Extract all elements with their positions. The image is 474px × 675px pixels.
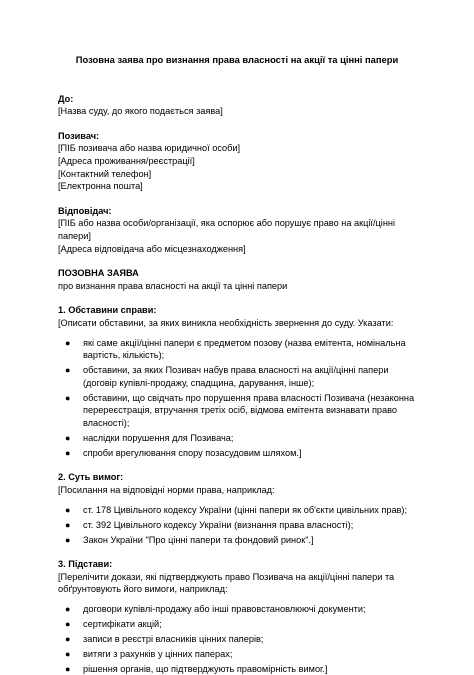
list-item-text: ст. 392 Цивільного кодексу України (визнання права власності);: [83, 519, 354, 530]
list-item-text: ст. 178 Цивільного кодексу України (цінні папери як об'єкти цивільних прав);: [83, 504, 408, 515]
claim-subheading: про визнання права власності на акції та цінні папери: [58, 280, 288, 291]
section-title: 2. Суть вимог:: [58, 472, 124, 483]
defendant-label: Відповідач:: [58, 205, 112, 216]
bullet-list: [58, 504, 416, 547]
list-item: [58, 534, 416, 547]
section-title: 3. Підстави:: [58, 559, 113, 570]
section-intro: [Перелічити докази, які підтверджують право Позивача на акції/цінні папери та обґрунтовують його вимоги, наприклад:: [58, 571, 395, 595]
defendant-name: [ПІБ або назва особи/організації, яка оспорює або порушує право на акції/цінні папери]: [58, 218, 396, 241]
bullet-icon: ●: [65, 432, 71, 443]
plaintiff-email: [Електронна пошта]: [58, 181, 143, 192]
court-name: [Назва суду, до якого подається заява]: [58, 106, 223, 117]
section-intro: [Посилання на відповідні норми права, наприклад:: [58, 485, 275, 495]
bullet-icon: ●: [65, 392, 71, 403]
bullet-icon: ●: [65, 447, 71, 458]
list-item-text: договори купівлі-продажу або інші правовстановлюючі документи;: [83, 603, 366, 614]
bullet-icon: ●: [65, 365, 71, 376]
document-title: Позовна заява про визнання права власності на акції та цінні папери: [75, 54, 399, 65]
list-item-text: витяги з рахунків у цінних паперах;: [83, 648, 233, 659]
list-item-text: обставини, за яких Позивач набув права власності на акції/цінні папери (договір купівлі-продажу, спадщина, дарування, інше);: [83, 365, 389, 388]
list-item: [58, 633, 416, 646]
list-item-text: рішення органів, що підтверджують правомірність вимог.]: [83, 663, 328, 674]
bullet-icon: ●: [65, 633, 71, 644]
list-item: [58, 618, 416, 631]
bullet-icon: ●: [65, 504, 71, 515]
bullet-icon: ●: [65, 618, 71, 629]
court-label: До:: [58, 93, 74, 104]
bullet-icon: ●: [65, 337, 71, 348]
section-grounds: [58, 558, 416, 675]
section-title: 1. Обставини справи:: [58, 305, 157, 316]
list-item: [58, 432, 416, 445]
list-item: [58, 519, 416, 532]
bullet-icon: ●: [65, 648, 71, 659]
list-item: [58, 337, 416, 362]
list-item-text: записи в реєстрі власників цінних паперів;: [83, 633, 264, 644]
plaintiff-block: [58, 130, 416, 193]
bullet-list: [58, 337, 416, 460]
list-item-text: обставини, що свідчать про порушення права власності Позивача (незаконна перереєстрація, втручання третіх осіб, відмова емітента визнавати право власності);: [83, 392, 415, 428]
section-claims: [58, 471, 416, 546]
claim-heading-block: [58, 267, 416, 292]
list-item: [58, 364, 416, 389]
list-item: [58, 648, 416, 661]
bullet-icon: ●: [65, 663, 71, 674]
bullet-icon: ●: [65, 603, 71, 614]
list-item: [58, 447, 416, 460]
bullet-list: [58, 603, 416, 675]
list-item-text: які саме акції/цінні папери є предметом позову (назва емітента, номінальна вартість, кількість);: [83, 337, 406, 361]
list-item: [58, 504, 416, 517]
court-block: [58, 93, 416, 118]
plaintiff-address: [Адреса проживання/реєстрації]: [58, 155, 195, 166]
bullet-icon: ●: [65, 519, 71, 530]
section-circumstances: [58, 304, 416, 459]
section-intro: [Описати обставини, за яких виникла необхідність звернення до суду. Указати:: [58, 317, 394, 328]
plaintiff-phone: [Контактний телефон]: [58, 168, 152, 179]
list-item-text: спроби врегулювання спору позасудовим шляхом.]: [83, 447, 302, 458]
plaintiff-label: Позивач:: [58, 130, 100, 141]
claim-heading: ПОЗОВНА ЗАЯВА: [58, 268, 139, 279]
list-item: [58, 603, 416, 616]
bullet-icon: ●: [65, 534, 71, 545]
plaintiff-name: [ПІБ позивача або назва юридичної особи]: [58, 143, 241, 154]
list-item-text: наслідки порушення для Позивача;: [83, 432, 234, 443]
list-item: [58, 663, 416, 675]
defendant-block: [58, 205, 416, 255]
list-item: [58, 392, 416, 430]
list-item-text: сертифікати акцій;: [83, 618, 162, 629]
list-item-text: Закон України "Про цінні папери та фондовий ринок".]: [83, 534, 314, 545]
defendant-address: [Адреса відповідача або місцезнаходження]: [58, 243, 246, 254]
